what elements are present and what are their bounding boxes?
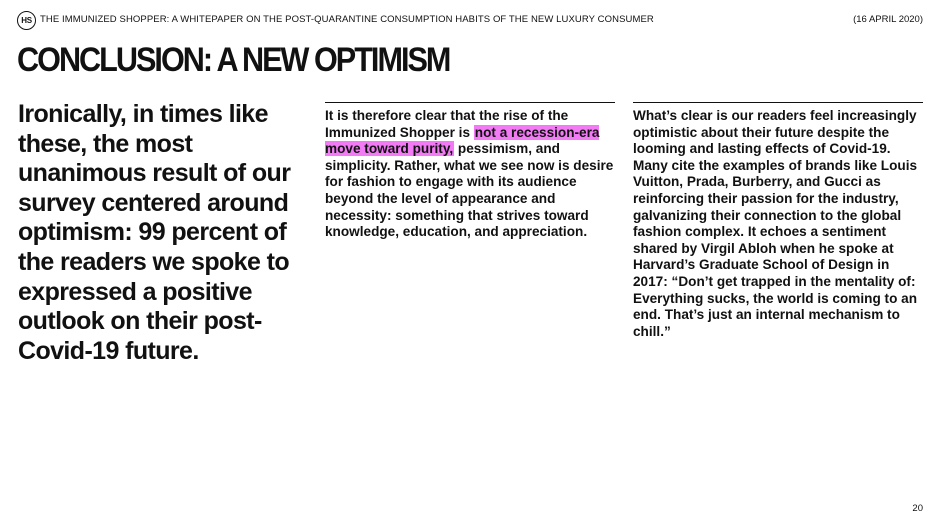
lead-paragraph: Ironically, in times like these, the most unanimous result of our survey centered around optimism: 99 percent of the readers we spoke to expressed a positive outlook on their post-Covid-19 future. xyxy=(18,100,291,365)
page-number: 20 xyxy=(912,503,923,514)
highlighted-phrase: not a recession-era move toward purity, xyxy=(325,124,600,157)
hs-logo: HS xyxy=(17,11,36,30)
middle-text-before-highlight: It is therefore clear that the rise of the Immunized Shopper is xyxy=(325,108,569,140)
page-title: CONCLUSION: A NEW OPTIMISM xyxy=(17,41,450,79)
middle-column-paragraph xyxy=(325,102,615,241)
middle-text-after-highlight: pessimism, and simplicity. Rather, what we see now is desire for fashion to engage with its audience beyond the level of appearance and necessity: something that strives toward knowledge, education, and appreciation. xyxy=(325,141,614,240)
header-date: (16 APRIL 2020) xyxy=(853,14,923,25)
header-title: THE IMMUNIZED SHOPPER: A WHITEPAPER ON THE POST-QUARANTINE CONSUMPTION HABITS OF THE NEW LUXURY CONSUMER xyxy=(40,14,654,25)
right-column-paragraph: What’s clear is our readers feel increasingly optimistic about their future despite the looming and lasting effects of Covid-19. Many cite the examples of brands like Louis Vuitton, Prada, Burberry, and Gucci as reinforcing their passion for the industry, galvanizing their connection to the global fashion complex. It echoes a sentiment shared by Virgil Abloh when he spoke at Harvard’s Graduate School of Design in 2017: “Don’t get trapped in the mentality of: Everything sucks, the world is coming to an end. That’s just an internal mechanism to chill.” xyxy=(633,102,923,340)
